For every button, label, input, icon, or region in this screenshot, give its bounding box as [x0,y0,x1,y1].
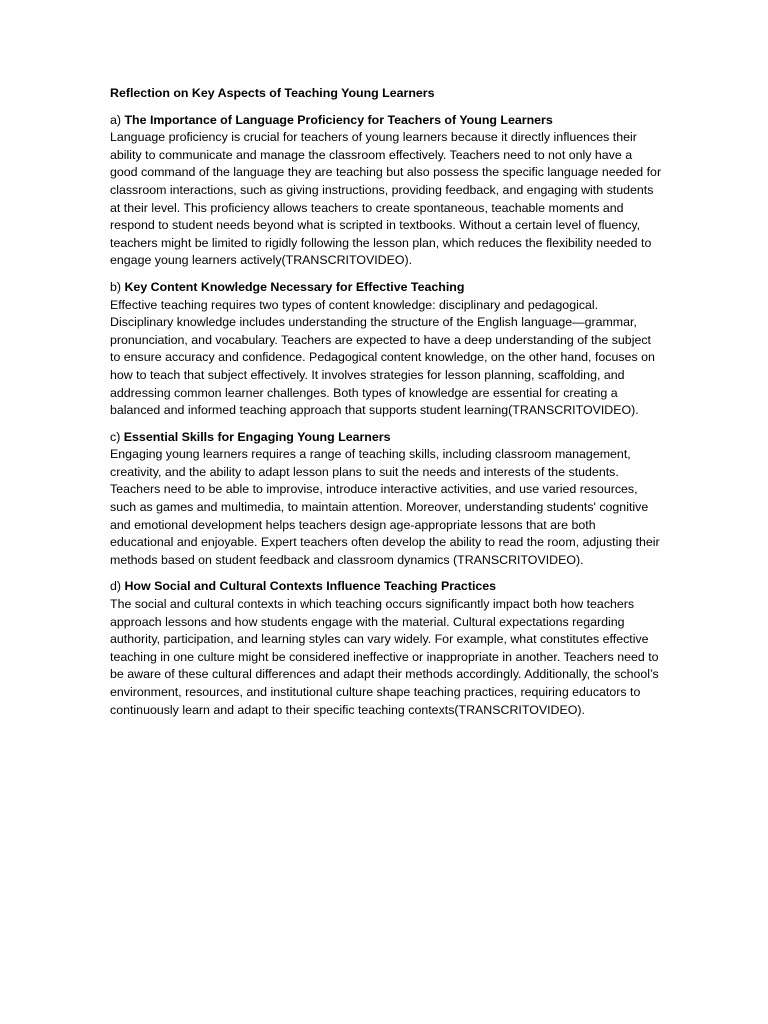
section-prefix: d) [110,579,122,594]
section-prefix: b) [110,279,122,294]
section-body: Engaging young learners requires a range of teaching skills, including classroom management, creativity, and the ability to adapt lesson plans to suit the needs and interests of the students. Teachers need to be able to improvise, introduce interactive activities, and use varied resources, such as games and multimedia, to maintain attention. Moreover, understanding students' cognitive and emotional development helps teachers design age-appropriate lessons that are both educational and enjoyable. Expert teachers often develop the ability to read the room, adjusting their methods based on student feedback and classroom dynamics (TRANSCRITOVIDEO). [110,447,660,567]
document-title: Reflection on Key Aspects of Teaching Young Learners [110,86,435,100]
section-b [110,279,662,420]
section-heading [110,578,662,596]
section-heading-text: How Social and Cultural Contexts Influence Teaching Practices [124,579,497,594]
section-heading-text: The Importance of Language Proficiency for Teachers of Young Learners [124,112,553,127]
section-heading [110,112,662,130]
section-body: Effective teaching requires two types of content knowledge: disciplinary and pedagogical. Disciplinary knowledge includes understanding the structure of the English language—grammar, pronunciation, and vocabulary. Teachers are expected to have a deep understanding of the subject to ensure accuracy and confidence. Pedagogical content knowledge, on the other hand, focuses on how to teach that subject effectively. It involves strategies for lesson planning, scaffolding, and addressing common learner challenges. Both types of knowledge are essential for creating a balanced and informed teaching approach that supports student learning(TRANSCRITOVIDEO). [110,297,655,418]
section-heading [110,279,662,297]
section-heading [110,429,662,447]
section-prefix: a) [110,112,122,127]
section-prefix: c) [110,429,121,444]
section-body: Language proficiency is crucial for teachers of young learners because it directly influences their ability to communicate and manage the classroom effectively. Teachers need to not only have a good command of the language they are teaching but also possess the specific language needed for classroom interactions, such as giving instructions, providing feedback, and engaging with students at their level. This proficiency allows teachers to create spontaneous, teachable moments and respond to student needs beyond what is scripted in textbooks. Without a certain level of fluency, teachers might be limited to rigidly following the lesson plan, which reduces the flexibility needed to engage young learners actively(TRANSCRITOVIDEO). [110,130,662,268]
section-heading-text: Key Content Knowledge Necessary for Effective Teaching [124,279,465,294]
section-body: The social and cultural contexts in which teaching occurs significantly impact both how teachers approach lessons and how students engage with the material. Cultural expectations regarding authority, participation, and learning styles can vary widely. For example, what constitutes effective teaching in one culture might be considered ineffective or inappropriate in another. Teachers need to be aware of these cultural differences and adapt their methods accordingly. Additionally, the school’s environment, resources, and institutional culture shape teaching practices, requiring educators to continuously learn and adapt to their specific teaching contexts(TRANSCRITOVIDEO). [110,597,659,717]
section-heading-text: Essential Skills for Engaging Young Learners [123,429,391,444]
section-d [110,578,662,719]
section-a [110,112,662,270]
section-c [110,429,662,570]
document-page [110,85,662,728]
